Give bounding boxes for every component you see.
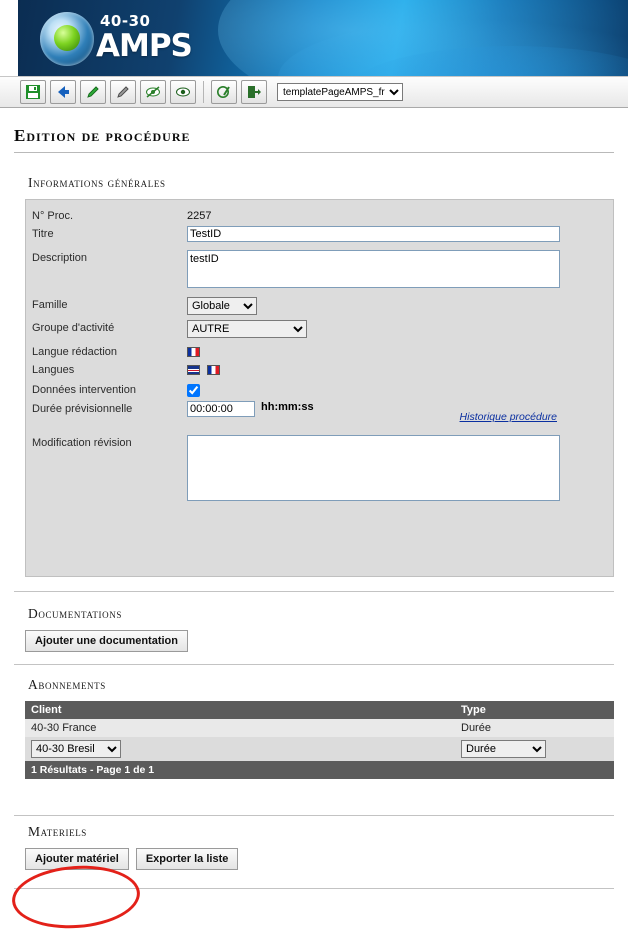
section-title-documentations: Documentations bbox=[28, 606, 122, 621]
export-icon[interactable] bbox=[241, 80, 267, 104]
documentations-actions bbox=[25, 630, 628, 652]
save-icon[interactable] bbox=[20, 80, 46, 104]
logo-green-dot-icon bbox=[54, 25, 80, 51]
row-description bbox=[26, 250, 613, 288]
flag-france-icon bbox=[187, 347, 200, 357]
app-banner bbox=[0, 0, 628, 76]
page-title: Edition de procédure bbox=[14, 126, 191, 145]
back-icon[interactable] bbox=[50, 80, 76, 104]
table-header-row bbox=[25, 701, 614, 719]
row-title bbox=[26, 226, 613, 242]
export-list-button[interactable]: Exporter la liste bbox=[136, 848, 239, 870]
subscriptions-table bbox=[25, 701, 614, 779]
eye-slash-icon[interactable] bbox=[140, 80, 166, 104]
brand-subtitle: 40-30 bbox=[100, 12, 151, 30]
history-link[interactable]: Historique procédure bbox=[459, 411, 557, 423]
edit-pen-green-icon[interactable] bbox=[80, 80, 106, 104]
family-select[interactable] bbox=[187, 297, 257, 315]
divider-after-general bbox=[14, 591, 614, 592]
cell-type-select bbox=[455, 737, 614, 761]
new-client-select[interactable] bbox=[31, 740, 121, 758]
divider-after-documentations bbox=[14, 664, 614, 665]
family-label: Famille bbox=[32, 299, 68, 311]
proc-number-label: N° Proc. bbox=[32, 210, 74, 222]
template-select[interactable] bbox=[277, 83, 403, 101]
validate-icon[interactable] bbox=[211, 80, 237, 104]
table-footer-row bbox=[25, 761, 614, 779]
new-type-select[interactable] bbox=[461, 740, 546, 758]
general-info-panel bbox=[25, 199, 614, 577]
row-proc-number bbox=[26, 208, 613, 222]
row-family bbox=[26, 297, 613, 315]
row-lang-redaction bbox=[26, 344, 613, 358]
duration-hint: hh:mm:ss bbox=[261, 401, 314, 413]
languages-flags bbox=[187, 362, 224, 376]
column-header-client: Client bbox=[25, 701, 455, 719]
description-textarea[interactable] bbox=[187, 250, 560, 288]
row-intervention-data bbox=[26, 382, 613, 397]
proc-number-value: 2257 bbox=[187, 210, 212, 222]
divider-bottom bbox=[14, 888, 614, 889]
description-label: Description bbox=[32, 252, 88, 264]
row-languages bbox=[26, 362, 613, 376]
annotation-ellipse bbox=[10, 862, 142, 933]
lang-redaction-flags bbox=[187, 344, 204, 358]
revision-textarea[interactable] bbox=[187, 435, 560, 501]
flag-france-icon-2[interactable] bbox=[207, 365, 220, 375]
flag-uk-icon[interactable] bbox=[187, 365, 200, 375]
duration-label: Durée prévisionnelle bbox=[32, 403, 133, 415]
title-label: Titre bbox=[32, 228, 54, 240]
cell-client: 40-30 France bbox=[25, 719, 455, 737]
cell-client-select bbox=[25, 737, 455, 761]
revision-label: Modification révision bbox=[32, 437, 132, 449]
section-title-subscriptions: Abonnements bbox=[28, 677, 106, 692]
add-material-button[interactable]: Ajouter matériel bbox=[25, 848, 129, 870]
brand-title: AMPS bbox=[96, 28, 192, 64]
title-input[interactable] bbox=[187, 226, 560, 242]
duration-input[interactable] bbox=[187, 401, 255, 417]
cell-type: Durée bbox=[455, 719, 614, 737]
section-title-materials: Materiels bbox=[28, 824, 87, 839]
banner-gradient bbox=[18, 0, 628, 76]
lang-redaction-label: Langue rédaction bbox=[32, 346, 118, 358]
table-row[interactable] bbox=[25, 719, 614, 737]
add-documentation-button[interactable]: Ajouter une documentation bbox=[25, 630, 188, 652]
activity-group-label: Groupe d'activité bbox=[32, 322, 115, 334]
title-divider bbox=[14, 152, 614, 153]
materials-actions bbox=[25, 848, 628, 870]
row-revision bbox=[26, 435, 613, 501]
main-toolbar bbox=[0, 76, 628, 108]
intervention-data-checkbox[interactable] bbox=[187, 384, 200, 397]
section-title-general: Informations générales bbox=[28, 175, 166, 190]
eye-icon[interactable] bbox=[170, 80, 196, 104]
intervention-data-label: Données intervention bbox=[32, 384, 136, 396]
row-activity-group bbox=[26, 320, 613, 338]
languages-label: Langues bbox=[32, 364, 75, 376]
column-header-type: Type bbox=[455, 701, 614, 719]
toolbar-separator bbox=[203, 81, 204, 103]
divider-after-subscriptions bbox=[14, 815, 614, 816]
activity-group-select[interactable] bbox=[187, 320, 307, 338]
table-row-new bbox=[25, 737, 614, 761]
pagination-status: 1 Résultats - Page 1 de 1 bbox=[25, 761, 614, 779]
edit-pen-icon[interactable] bbox=[110, 80, 136, 104]
